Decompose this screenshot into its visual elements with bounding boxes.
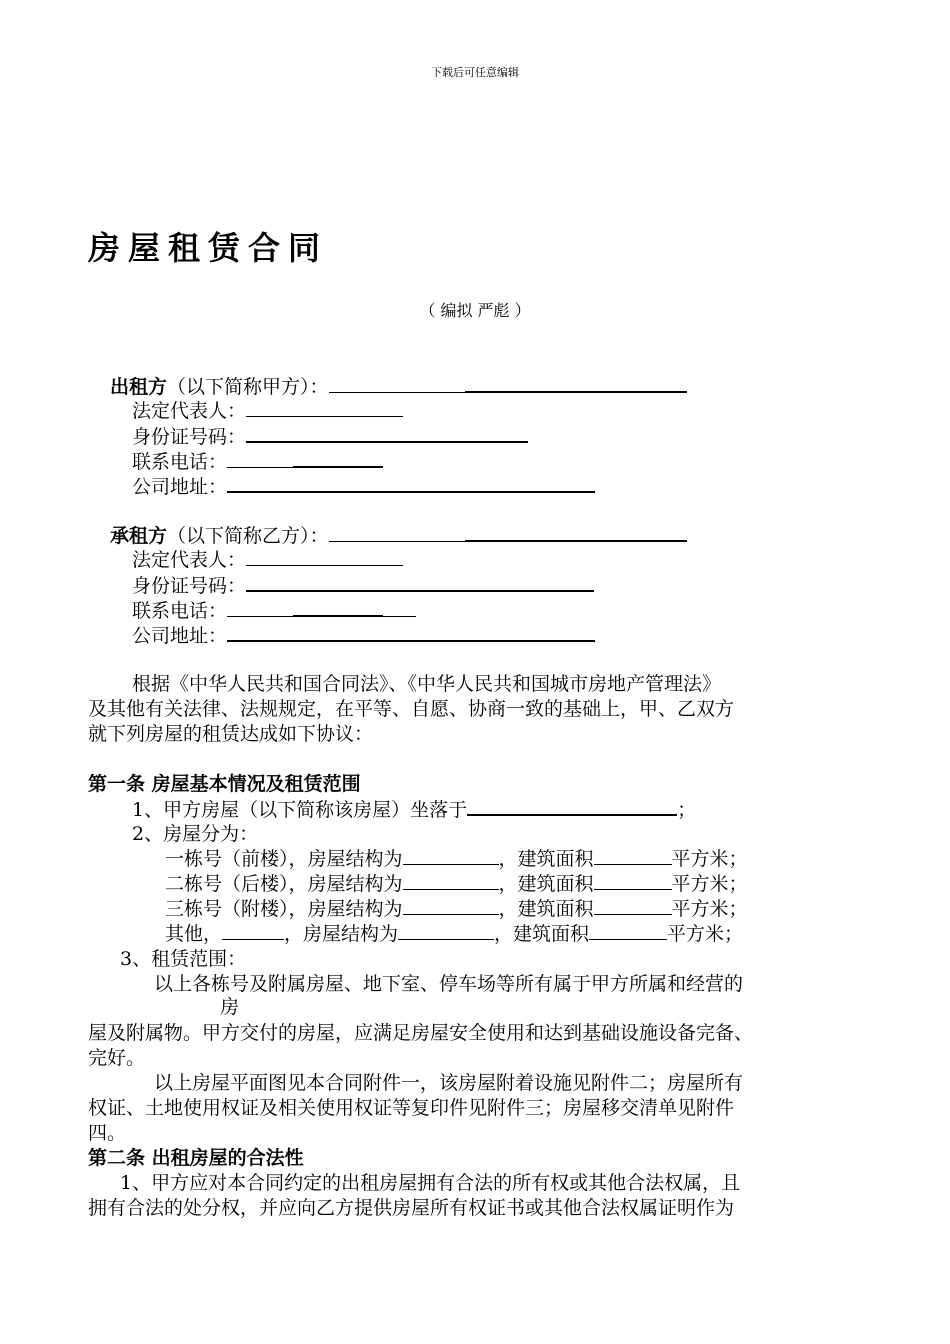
lessee-address-label: 公司地址：: [132, 625, 228, 647]
lessor-legal-rep-line: [132, 399, 403, 423]
lessor-phone-line: [132, 449, 383, 474]
lessee-phone-blank-3[interactable]: [383, 599, 416, 617]
scope-line-3: 完好。: [88, 1047, 146, 1069]
building3-line: [165, 897, 748, 921]
lessee-phone-blank-1[interactable]: [227, 599, 293, 617]
lessor-id-line: [132, 424, 528, 449]
annex-line-1: 以上房屋平面图见本合同附件一，该房屋附着设施见附件二；房屋所有: [154, 1072, 744, 1094]
lessee-id-blank[interactable]: [246, 573, 594, 592]
preamble-line-3: 就下列房屋的租赁达成如下协议：: [88, 723, 374, 745]
lessee-id-line: [132, 573, 594, 598]
building2-unit: 平方米；: [671, 873, 748, 895]
scope-line-2: 屋及附属物。甲方交付的房屋，应满足房屋安全使用和达到基础设施设备完备、: [88, 1022, 754, 1044]
lessor-heading-suffix: （以下简称甲方）：: [167, 376, 329, 398]
building3-label: 三栋号（附楼），房屋结构为: [165, 898, 403, 920]
lessee-heading: 承租方: [110, 525, 168, 547]
lessee-phone-label: 联系电话：: [132, 600, 228, 622]
article1-item2: 2、房屋分为：: [132, 823, 259, 845]
article1-item3: 3、租赁范围：: [120, 948, 247, 970]
scope-line-1-wrap: 房: [220, 996, 240, 1018]
lessee-legal-rep-blank[interactable]: [246, 548, 403, 566]
building1-unit: 平方米；: [671, 848, 748, 870]
lessor-heading: 出租方: [110, 376, 168, 398]
building1-area-blank[interactable]: [594, 847, 672, 865]
lessee-legal-rep-line: [132, 548, 403, 572]
article2-line-1: 1、甲方应对本合同约定的出租房屋拥有合法的所有权或其他合法权属，且: [120, 1172, 741, 1194]
article1-heading: 第一条 房屋基本情况及租赁范围: [88, 773, 361, 795]
building1-area-label: ，建筑面积: [498, 848, 594, 870]
preamble-line-1: 根据《中华人民共和国合同法》、《中华人民共和国城市房地产管理法》: [132, 673, 722, 695]
other-name-blank[interactable]: [222, 922, 284, 940]
lessee-name-blank-1[interactable]: [329, 524, 465, 542]
lessor-phone-blank-1[interactable]: [227, 450, 293, 468]
lessor-id-blank[interactable]: [246, 424, 528, 443]
lessee-address-blank[interactable]: [227, 623, 595, 642]
article2-line-2: 拥有合法的处分权，并应向乙方提供房屋所有权证书或其他合法权属证明作为: [88, 1197, 735, 1219]
article1-item1-text: 1、甲方房屋（以下简称该房屋）坐落于: [132, 799, 468, 821]
other-area-label: ，建筑面积: [494, 923, 590, 945]
preamble-line-2: 及其他有关法律、法规规定，在平等、自愿、协商一致的基础上，甲、乙双方: [88, 698, 735, 720]
article1-item1: [132, 797, 696, 822]
lessee-address-line: [132, 623, 595, 648]
compiler-note: （ 编拟 严彪 ）: [419, 301, 531, 320]
lessor-legal-rep-blank[interactable]: [246, 399, 403, 417]
article2-heading: 第二条 出租房屋的合法性: [88, 1147, 304, 1169]
other-building-line: [165, 922, 743, 946]
other-structure-label: ，房屋结构为: [284, 923, 399, 945]
building2-label: 二栋号（后楼），房屋结构为: [165, 873, 403, 895]
lessor-name-blank-2[interactable]: [465, 374, 687, 393]
header-note: 下载后可任意编辑: [431, 66, 519, 79]
annex-line-3: 四。: [88, 1122, 127, 1144]
lessor-address-blank[interactable]: [227, 474, 595, 493]
building1-label: 一栋号（前楼），房屋结构为: [165, 848, 403, 870]
lessor-name-blank-1[interactable]: [329, 375, 465, 393]
lessor-phone-blank-2[interactable]: [293, 449, 383, 468]
annex-line-2: 权证、土地使用权证及相关使用权证等复印件见附件三；房屋移交清单见附件: [88, 1097, 735, 1119]
building2-area-blank[interactable]: [594, 872, 672, 890]
lessor-address-line: [132, 474, 595, 499]
scope-line-1: 以上各栋号及附属房屋、地下室、停车场等所有属于甲方所属和经营的: [154, 973, 744, 995]
lessor-heading-line: [110, 374, 687, 399]
lessee-heading-line: [110, 523, 687, 548]
building1-structure-blank[interactable]: [403, 847, 499, 865]
lessee-heading-suffix: （以下简称乙方）：: [167, 525, 329, 547]
property-location-blank[interactable]: [467, 797, 677, 816]
document-title: 房屋租赁合同: [88, 229, 329, 267]
building2-line: [165, 872, 748, 896]
building3-structure-blank[interactable]: [403, 897, 499, 915]
lessor-id-label: 身份证号码：: [132, 426, 247, 448]
building3-unit: 平方米；: [671, 898, 748, 920]
lessor-legal-rep-label: 法定代表人：: [132, 400, 247, 422]
building3-area-label: ，建筑面积: [498, 898, 594, 920]
lessee-phone-line: [132, 598, 416, 623]
lessee-id-label: 身份证号码：: [132, 575, 247, 597]
lessor-address-label: 公司地址：: [132, 476, 228, 498]
building2-structure-blank[interactable]: [403, 872, 499, 890]
building3-area-blank[interactable]: [594, 897, 672, 915]
lessee-phone-blank-2[interactable]: [293, 598, 383, 617]
other-unit: 平方米；: [667, 923, 744, 945]
building2-area-label: ，建筑面积: [498, 873, 594, 895]
article1-item1-end: ；: [677, 799, 697, 821]
other-structure-blank[interactable]: [398, 922, 494, 940]
lessee-legal-rep-label: 法定代表人：: [132, 549, 247, 571]
other-label: 其他，: [165, 923, 223, 945]
lessee-name-blank-2[interactable]: [465, 523, 687, 542]
building1-line: [165, 847, 748, 871]
other-area-blank[interactable]: [589, 922, 667, 940]
lessor-phone-label: 联系电话：: [132, 451, 228, 473]
